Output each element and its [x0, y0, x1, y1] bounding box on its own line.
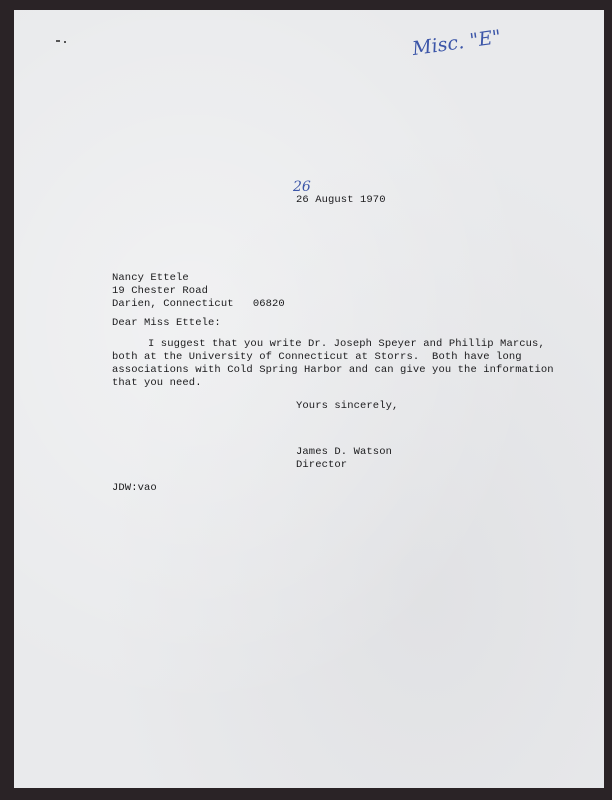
punch-mark: [56, 40, 60, 42]
closing: Yours sincerely,: [296, 400, 399, 412]
signer-title: Director: [296, 459, 348, 471]
recipient-name: Nancy Ettele: [112, 272, 189, 284]
recipient-city: Darien, Connecticut 06820: [112, 298, 285, 310]
body-line: both at the University of Connecticut at Storrs. Both have long: [112, 351, 522, 363]
body-line: I suggest that you write Dr. Joseph Speyer and Phillip Marcus,: [148, 338, 545, 350]
reference-initials: JDW:vao: [112, 482, 157, 494]
letter-page: [14, 10, 604, 788]
handwritten-file-note: Misc. "E": [410, 25, 503, 61]
letter-date: 26 August 1970: [296, 194, 386, 206]
salutation: Dear Miss Ettele:: [112, 317, 221, 329]
body-line: associations with Cold Spring Harbor and can give you the information: [112, 364, 554, 376]
punch-mark: [64, 41, 66, 43]
signer-name: James D. Watson: [296, 446, 393, 458]
body-line: that you need.: [112, 377, 202, 389]
recipient-street: 19 Chester Road: [112, 285, 209, 297]
handwritten-date-correction: 26: [293, 179, 311, 195]
